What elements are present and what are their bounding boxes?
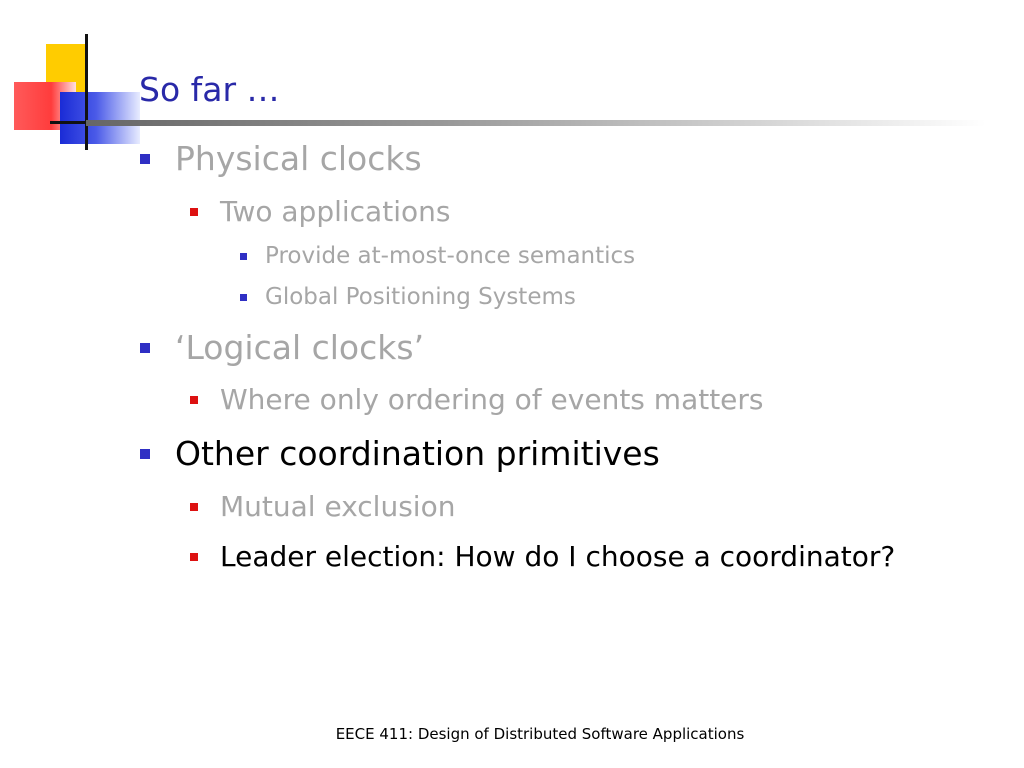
square-bullet-icon: [140, 154, 150, 164]
outline-item-text: Mutual exclusion: [220, 490, 456, 523]
outline-item-text: Other coordination primitives: [175, 434, 660, 473]
square-bullet-icon: [140, 343, 150, 353]
outline-item-gps: [265, 283, 576, 311]
outline-item-coordination-primitives: [175, 434, 660, 474]
outline-item-two-applications: [220, 195, 450, 229]
outline-item-text: Physical clocks: [175, 139, 422, 178]
outline-item-text: ‘Logical clocks’: [175, 328, 425, 367]
outline-item-leader-election: [220, 540, 895, 574]
square-bullet-icon: [190, 553, 198, 561]
slide-title: So far …: [139, 70, 280, 109]
outline-item-text: Two applications: [220, 195, 451, 228]
outline-item-text: Global Positioning Systems: [265, 284, 576, 310]
square-bullet-icon: [240, 253, 247, 260]
outline-item-mutual-exclusion: [220, 490, 455, 524]
square-bullet-icon: [140, 449, 150, 459]
outline-item-logical-clocks: [175, 328, 424, 368]
square-bullet-icon: [240, 294, 247, 301]
slide-logo-decoration: [0, 0, 140, 160]
outline-item-physical-clocks: [175, 139, 422, 179]
outline-item-text: Where only ordering of events matters: [220, 383, 764, 416]
outline-item-ordering-of-events: [220, 383, 764, 417]
square-bullet-icon: [190, 396, 198, 404]
blue-square-decoration: [60, 92, 140, 144]
slide-footer: EECE 411: Design of Distributed Software Applications: [335, 725, 745, 743]
outline-item-text: Provide at-most-once semantics: [265, 243, 636, 269]
vertical-rule-decoration: [85, 34, 88, 150]
title-underline: [86, 120, 986, 126]
square-bullet-icon: [190, 208, 198, 216]
outline-item-at-most-once: [265, 242, 635, 270]
outline-item-text: Leader election: How do I choose a coordinator?: [220, 540, 896, 573]
square-bullet-icon: [190, 503, 198, 511]
